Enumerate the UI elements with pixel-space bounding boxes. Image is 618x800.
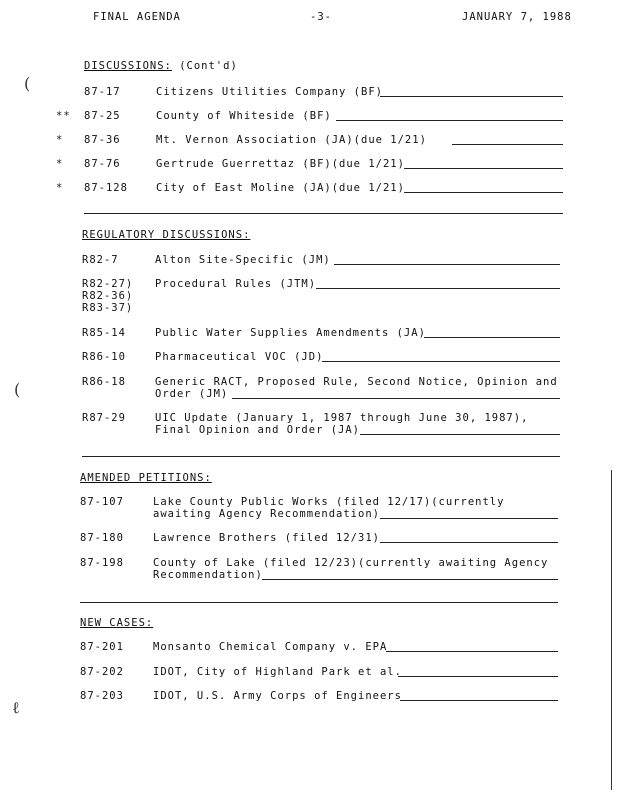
fill-line <box>386 651 558 652</box>
fill-line <box>316 288 560 289</box>
rule-number: R85-14 <box>82 327 126 339</box>
margin-mark: ℓ <box>12 698 21 717</box>
fill-line <box>380 542 558 543</box>
case-number: 87-76 <box>84 158 121 170</box>
header-date: JANUARY 7, 1988 <box>462 11 572 23</box>
rule-number: R86-18 <box>82 376 126 388</box>
case-number: 87-25 <box>84 110 121 122</box>
case-title: Lake County Public Works (filed 12/17)(currently <box>153 496 505 508</box>
case-title: Monsanto Chemical Company v. EPA <box>153 641 388 653</box>
fill-line <box>336 120 563 121</box>
section-divider <box>82 456 560 457</box>
section-divider <box>84 213 563 214</box>
rule-title-cont: Order (JM) <box>155 388 229 400</box>
rule-title-cont: Final Opinion and Order (JA) <box>155 424 361 436</box>
fill-line <box>380 518 558 519</box>
discussions-heading: DISCUSSIONS: (Cont'd) <box>84 60 238 72</box>
rule-title: UIC Update (January 1, 1987 through June 30, 1987), <box>155 412 529 424</box>
case-title-cont: Recommendation) <box>153 569 263 581</box>
rule-number: R82-27) <box>82 278 134 290</box>
fill-line <box>452 144 563 145</box>
fill-line <box>398 676 558 677</box>
fill-line <box>262 579 558 580</box>
rule-title: Alton Site-Specific (JM) <box>155 254 331 266</box>
case-title: Gertrude Guerrettaz (BF)(due 1/21) <box>156 158 405 170</box>
case-number: 87-17 <box>84 86 121 98</box>
rule-number: R82-7 <box>82 254 119 266</box>
rule-number: R87-29 <box>82 412 126 424</box>
new-cases-heading: NEW CASES: <box>80 617 154 629</box>
fill-line <box>322 361 560 362</box>
fill-line <box>360 434 560 435</box>
list-item-marker: * <box>56 134 64 146</box>
case-number: 87-128 <box>84 182 128 194</box>
case-title: Citizens Utilities Company (BF) <box>156 86 383 98</box>
header-page-number: -3- <box>310 11 332 23</box>
margin-mark: ( <box>24 74 32 93</box>
header-left: FINAL AGENDA <box>93 11 181 23</box>
case-title: County of Whiteside (BF) <box>156 110 332 122</box>
case-number: 87-203 <box>80 690 124 702</box>
case-number: 87-36 <box>84 134 121 146</box>
fill-line <box>424 337 560 338</box>
case-title: IDOT, U.S. Army Corps of Engineers <box>153 690 402 702</box>
fill-line <box>334 264 560 265</box>
amended-petitions-heading: AMENDED PETITIONS: <box>80 472 212 484</box>
case-number: 87-198 <box>80 557 124 569</box>
rule-number: R82-36) <box>82 290 134 302</box>
list-item-marker: ** <box>56 110 71 122</box>
case-title: County of Lake (filed 12/23)(currently awaiting Agency <box>153 557 549 569</box>
case-title: City of East Moline (JA)(due 1/21) <box>156 182 405 194</box>
list-item-marker: * <box>56 158 64 170</box>
case-number: 87-201 <box>80 641 124 653</box>
fill-line <box>404 192 563 193</box>
rule-number: R86-10 <box>82 351 126 363</box>
rule-number: R83-37) <box>82 302 134 314</box>
margin-mark: ( <box>14 380 22 399</box>
rule-title: Pharmaceutical VOC (JD) <box>155 351 324 363</box>
case-title: Mt. Vernon Association (JA)(due 1/21) <box>156 134 427 146</box>
case-title: IDOT, City of Highland Park et al. <box>153 666 402 678</box>
case-title-cont: awaiting Agency Recommendation) <box>153 508 380 520</box>
case-number: 87-107 <box>80 496 124 508</box>
regulatory-heading: REGULATORY DISCUSSIONS: <box>82 229 251 241</box>
page-edge-line <box>611 470 612 790</box>
list-item-marker: * <box>56 182 64 194</box>
case-number: 87-202 <box>80 666 124 678</box>
case-title: Lawrence Brothers (filed 12/31) <box>153 532 380 544</box>
rule-title: Public Water Supplies Amendments (JA) <box>155 327 426 339</box>
rule-title: Procedural Rules (JTM) <box>155 278 317 290</box>
fill-line <box>400 700 558 701</box>
fill-line <box>232 398 560 399</box>
fill-line <box>404 168 563 169</box>
fill-line <box>380 96 563 97</box>
section-divider <box>80 602 558 603</box>
case-number: 87-180 <box>80 532 124 544</box>
rule-title: Generic RACT, Proposed Rule, Second Notice, Opinion and <box>155 376 558 388</box>
